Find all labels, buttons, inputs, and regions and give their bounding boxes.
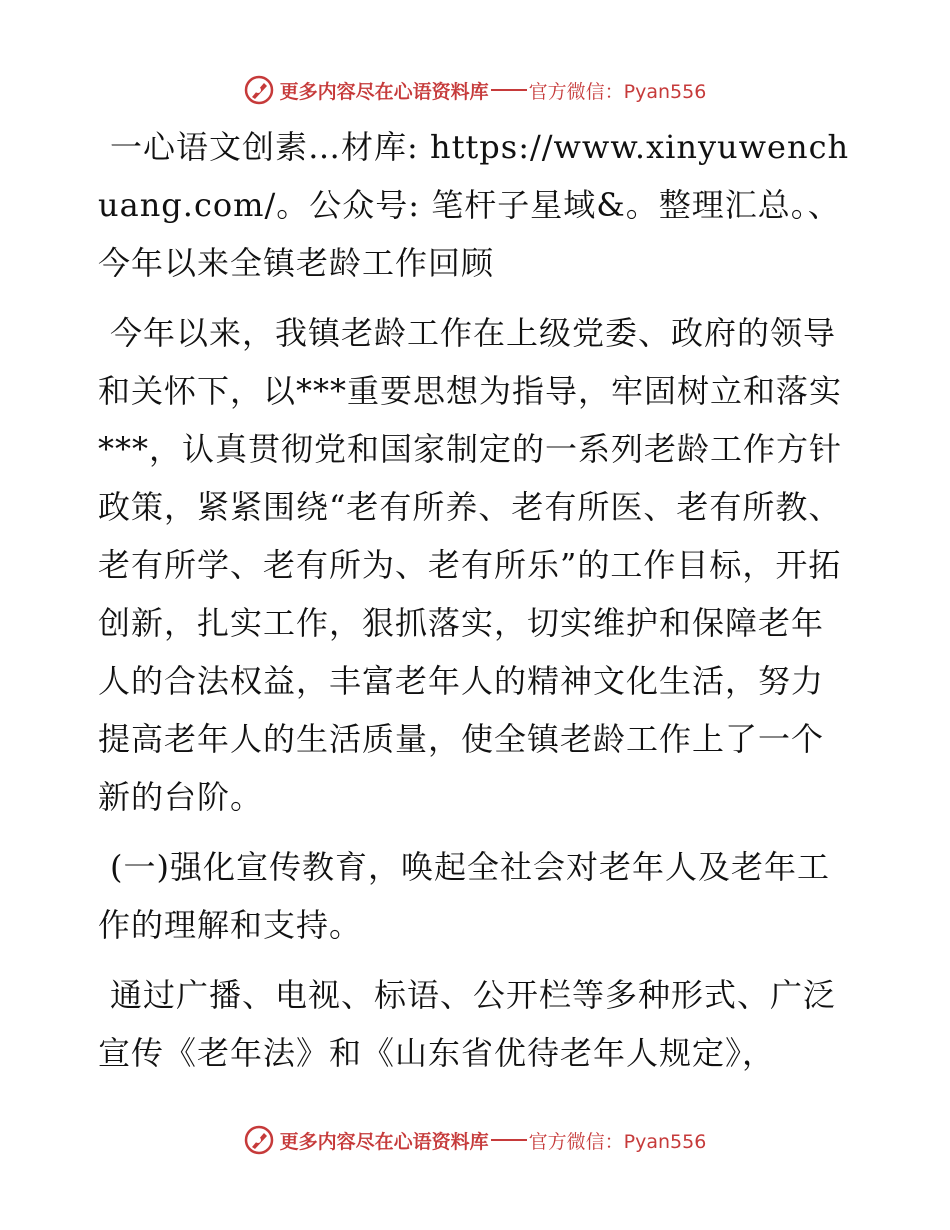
paragraph-publicity: 通过广播、电视、标语、公开栏等多种形式、广泛宣传《老年法》和《山东省优待老年人规定》， <box>98 976 837 1072</box>
pen-logo-icon <box>244 75 274 105</box>
banner-dash <box>491 1139 527 1141</box>
paragraph-intro: 一心语文创素…材库: https://www.xinyuwenchuang.com/。公众号: 笔杆子星域&。整理汇总。、今年以来全镇老龄工作回顾 <box>98 128 850 282</box>
paragraph-review: 今年以来，我镇老龄工作在上级党委、政府的领导和关怀下，以***重要思想为指导，牢固树立和落实***，认真贯彻党和国家制定的一系列老龄工作方针政策，紧紧围绕“老有所养、老有所医、老有所教、老有所学、老有所为、老有所乐”的工作目标，开拓创新，扎实工作，狠抓落实，切实维护和保障老年人的合法权益，丰富老年人的精神文化生活，努力提高老年人的生活质量，使全镇老龄工作上了一个新的台阶。 <box>98 314 843 816</box>
footer-watermark-banner <box>0 1120 950 1160</box>
banner-suffix-text: 官方微信：Pyan556 <box>528 80 707 103</box>
document-body <box>98 118 850 1094</box>
paragraph-section-heading: (一)强化宣传教育，唤起全社会对老年人及老年工作的理解和支持。 <box>98 848 830 944</box>
banner-main-text: 更多内容尽在心语资料库 <box>279 1130 489 1153</box>
pen-logo-icon <box>244 1125 274 1155</box>
banner-main-text: 更多内容尽在心语资料库 <box>279 80 489 103</box>
banner-dash <box>491 89 527 91</box>
banner-suffix-text: 官方微信：Pyan556 <box>528 1130 707 1153</box>
header-watermark-banner <box>0 70 950 110</box>
